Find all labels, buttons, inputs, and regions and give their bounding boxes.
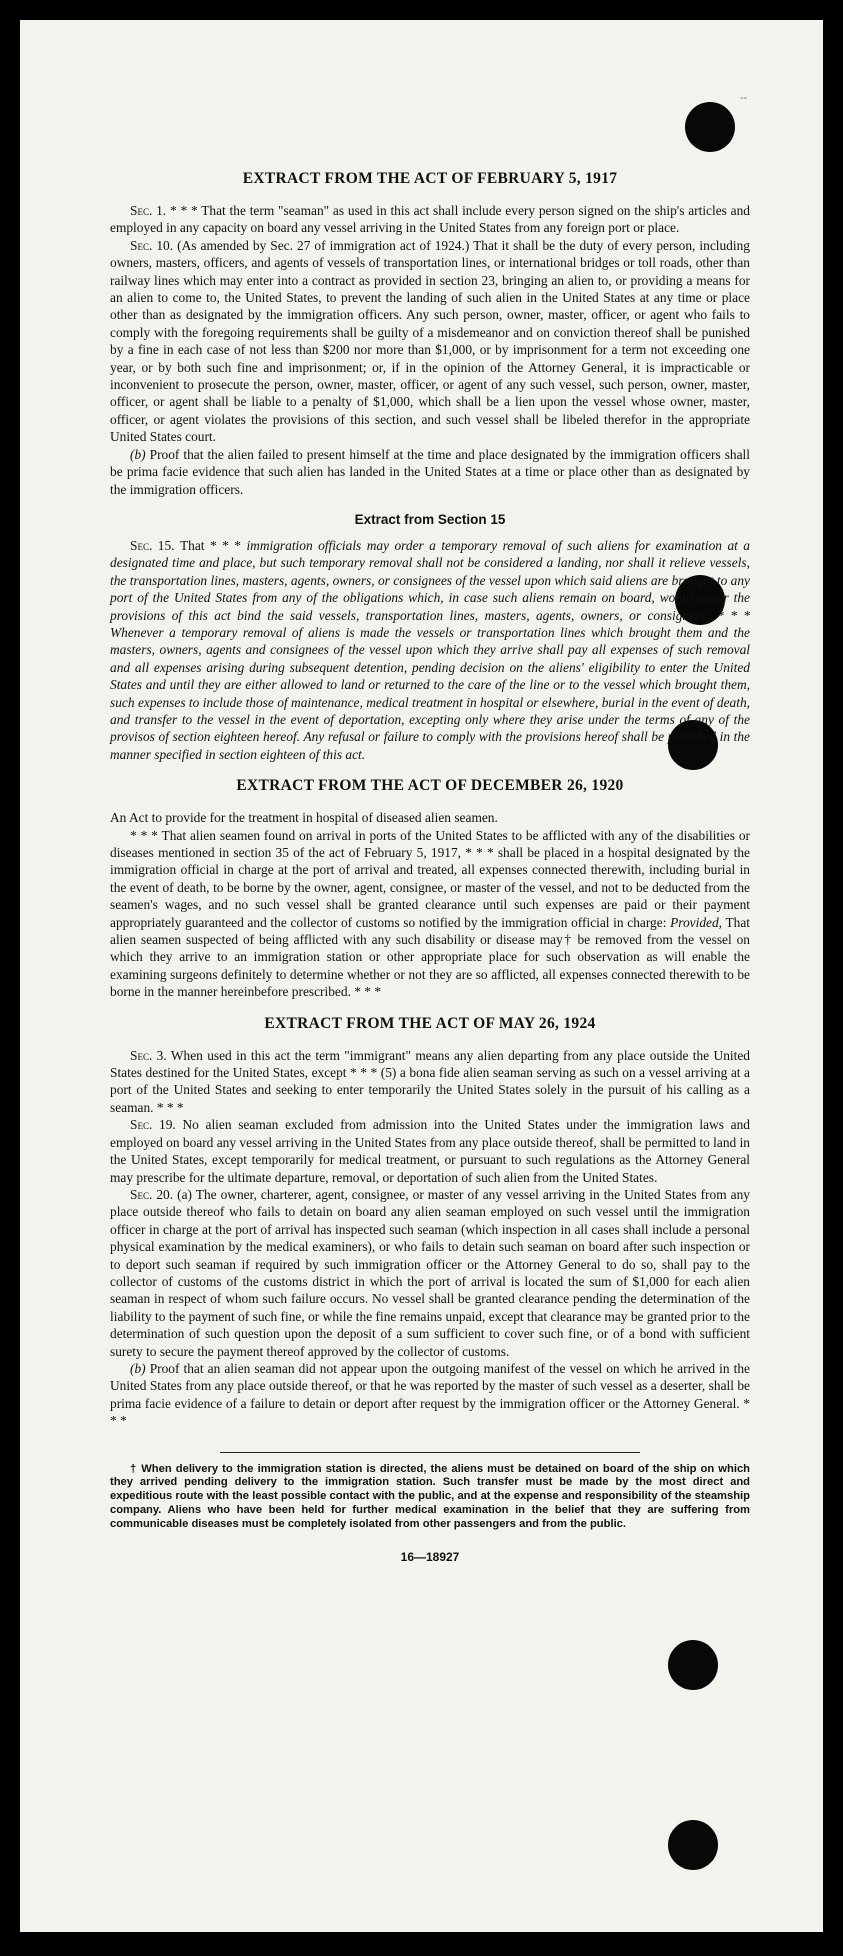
sec-20-lead: Sec. 20. xyxy=(130,1186,174,1202)
footnote-text: † When delivery to the immigration station is directed, the aliens must be detained on board of the ship on which they arrived pending delivery to the immigration station. Such transfer must be made by the most direct and expeditious route with the least possible contact with the public, and at the expense and responsibility of the steamship company. Aliens who have been held for further medical examination in the belief that they are suffering from communicable diseases must be completely isolated from other passengers and from the public. xyxy=(110,1462,750,1530)
act-1920-text-before: * * * That alien seamen found on arrival in ports of the United States to be afflicted with any of the disabilities or diseases mentioned in section 35 of the act of February 5, 1917, * * * shall be placed in a hospital designated by the immigration official in charge at the port of arrival and treated, all expenses connected therewith, including burial in the event of death, to be borne by the owner, agent, consignee, or master of the vessel, and not to be deducted from the seamen's wages, and no such vessel shall be granted clearance until such expenses are paid or their payment appropriately guaranteed and the collector of customs so notified by the immigration official in charge: xyxy=(110,827,750,930)
footnote-divider xyxy=(220,1452,640,1453)
act-1920-heading: EXTRACT FROM THE ACT OF DECEMBER 26, 1920 xyxy=(236,777,624,795)
sec-15-italic-text: immigration officials may order a temporary removal of such aliens for examination at a designated time and place, but such temporary removal shall not be considered a landing, nor shall it relieve vessels, the transportation lines, masters, agents, owners, or consignees of the vessel upon which said aliens are brought to any port of the United States from any of the obligations which, in case such aliens remain on board, would under the provisions of this act bind the said vessels, transportation lines, masters, agents, owners, or consignees: * * * Whenever a temporary removal of aliens is made the vessels or transportation lines which brought them and the masters, owners, agents and consignees of the vessel upon which they arrive shall pay all expenses of such removal and all expenses arising during subsequent detention, pending decision on the aliens' eligibility to enter the United States and until they are either allowed to land or returned to the care of the line or to the vessel which brought them, such expenses to include those of maintenance, medical treatment in hospital or elsewhere, burial in the event of death, and transfer to the vessel in the event of deportation, excepting only where they arise under the terms of any of the provisos of section eighteen hereof. Any refusal or failure to comply with the provisions hereof shall be punished in the manner specified in section eighteen of this act. xyxy=(110,537,751,762)
act-1920-proviso: Provided, xyxy=(670,914,723,930)
sec-15-plain: That * * * xyxy=(179,537,241,553)
act-1924-section xyxy=(110,1015,750,1430)
sec-3-paragraph xyxy=(110,1047,750,1117)
act-1917-heading: EXTRACT FROM THE ACT OF FEBRUARY 5, 1917 xyxy=(242,170,618,187)
sec-20b-lead: (b) xyxy=(130,1360,146,1376)
punch-hole-bottom xyxy=(668,1820,718,1870)
sec-20b-text: Proof that an alien seaman did not appear upon the outgoing manifest of the vessel on which he arrived in the United States from any place outside thereof, or that he was reported by the master of such vessel as a deserter, shall be prima facie evidence of a failure to detain or deport after request by the immigration officer or the Attorney General. * * * xyxy=(110,1360,750,1429)
punch-hole-middle-3 xyxy=(668,1640,718,1690)
sec-20-paragraph xyxy=(110,1186,750,1360)
act-1924-heading: EXTRACT FROM THE ACT OF MAY 26, 1924 xyxy=(264,1014,596,1032)
sec-20-text: (a) The owner, charterer, agent, consignee, or master of any vessel arriving in the United States from any place outside thereof who fails to detain on board any alien seaman employed on such vessel until the immigration officer in charge at the port of arrival has inspected such seaman (which inspection in all cases shall include a personal physical examination by the medical examiners), or who fails to detain such seaman on board after such inspection or to deport such seaman if required by such immigration officer or the Attorney General to do so, shall pay to the collector of customs of the customs district in which the port of arrival is located the sum of $1,000 for each alien seaman in respect of whom such failure occurs. No vessel shall be granted clearance pending the determination of the liability to the payment of such fine, or while the fine remains unpaid, except that clearance may be granted prior to the determination of such question upon the deposit of a sum sufficient to cover such fine, or of a bond with sufficient surety to secure the payment thereof approved by the collector of customs. xyxy=(110,1186,750,1359)
sec-15-lead: Sec. 15. xyxy=(130,537,175,553)
sec-15-paragraph xyxy=(110,537,750,763)
sec-19-text: No alien seaman excluded from admission into the United States under the immigration laws and employed on board any vessel arriving in the United States from any place outside thereof, shall be permitted to land in the United States, except temporarily for medical treatment, or pursuant to such regulations as the Attorney General may prescribe for the ultimate departure, removal, or deportation of such alien from the United States. xyxy=(110,1117,750,1185)
sec-10b-lead: (b) xyxy=(130,446,146,462)
pencil-mark: -- xyxy=(740,92,748,104)
act-1920-section xyxy=(110,777,750,1000)
sec-10b-paragraph xyxy=(110,446,750,498)
sec-15-section xyxy=(110,512,750,763)
act-1920-paragraph xyxy=(110,827,750,1001)
act-1920-intro: An Act to provide for the treatment in hospital of diseased alien seamen. xyxy=(110,810,498,826)
sec-19-lead: Sec. 19. xyxy=(130,1117,176,1133)
sec-1-text: * * * That the term "seaman" as used in this act shall include every person signed on the ship's articles and employed in any capacity on board any vessel arriving in the United States from any foreign port or place. xyxy=(110,203,750,236)
form-code: 16—18927 xyxy=(400,1549,460,1564)
document-page xyxy=(20,20,823,1932)
punch-hole-top xyxy=(685,102,735,152)
sec-15-heading: Extract from Section 15 xyxy=(354,511,506,527)
sec-3-lead: Sec. 3. xyxy=(130,1047,167,1063)
sec-10-paragraph xyxy=(110,237,750,446)
document-body xyxy=(110,170,750,1564)
sec-20b-paragraph xyxy=(110,1360,750,1430)
sec-1-paragraph xyxy=(110,202,750,237)
sec-3-text: When used in this act the term "immigrant" means any alien departing from any place outside the United States destined for the United States, except * * * (5) a bona fide alien seaman serving as such on a vessel arriving at a port of the United States and seeking to enter temporarily the United States solely in the pursuit of his calling as a seaman. * * * xyxy=(110,1047,750,1115)
sec-1-lead: Sec. 1. xyxy=(130,203,167,218)
sec-10-text: (As amended by Sec. 27 of immigration act of 1924.) That it shall be the duty of every person, including owners, masters, officers, and agents of vessels of transportation lines, or international bridges or toll roads, other than railway lines which may enter into a contract as provided in section 23, bringing an alien to, or providing a means for an alien to come to, the United States, to prevent the landing of such alien in the United States at any time or place other than as designated by the immigration officers. Any such person, owner, master, officer, or agent who fails to comply with the foregoing requirements shall be guilty of a misdemeanor and on conviction thereof shall be punished by a fine in each case of not less than $200 nor more than $1,000, or by imprisonment for a term not exceeding one year, or by both such fine and imprisonment; or, if in the opinion of the Attorney General, it is impracticable or inconvenient to prosecute the person, owner, master, officer, or agent of any such vessel, such person, owner, master, officer, or agent shall be liable to a penalty of $1,000, which shall be a lien upon the vessel whose owner, master, officer, or agent violates the provisions of this section, and such vessel shall be libeled therefor in the appropriate United States court. xyxy=(110,237,750,445)
sec-19-paragraph xyxy=(110,1116,750,1186)
footnote xyxy=(110,1463,750,1532)
sec-10-lead: Sec. 10. xyxy=(130,237,174,253)
act-1920-text-after: That alien seamen suspected of being afflicted with any such disability or disease may† be removed from the vessel on which they arrive to an immigration station or other appropriate place for such observation as will enable the examining surgeons definitely to determine whether or not they are so afflicted, all expenses connected therewith to be borne in the manner hereinbefore prescribed. * * * xyxy=(110,914,750,1000)
act-1917-section xyxy=(110,170,750,498)
sec-10b-text: Proof that the alien failed to present himself at the time and place designated by the immigration officers shall be prima facie evidence that such alien has landed in the United States at a time or place other than as designated by the immigration officers. xyxy=(110,446,750,497)
